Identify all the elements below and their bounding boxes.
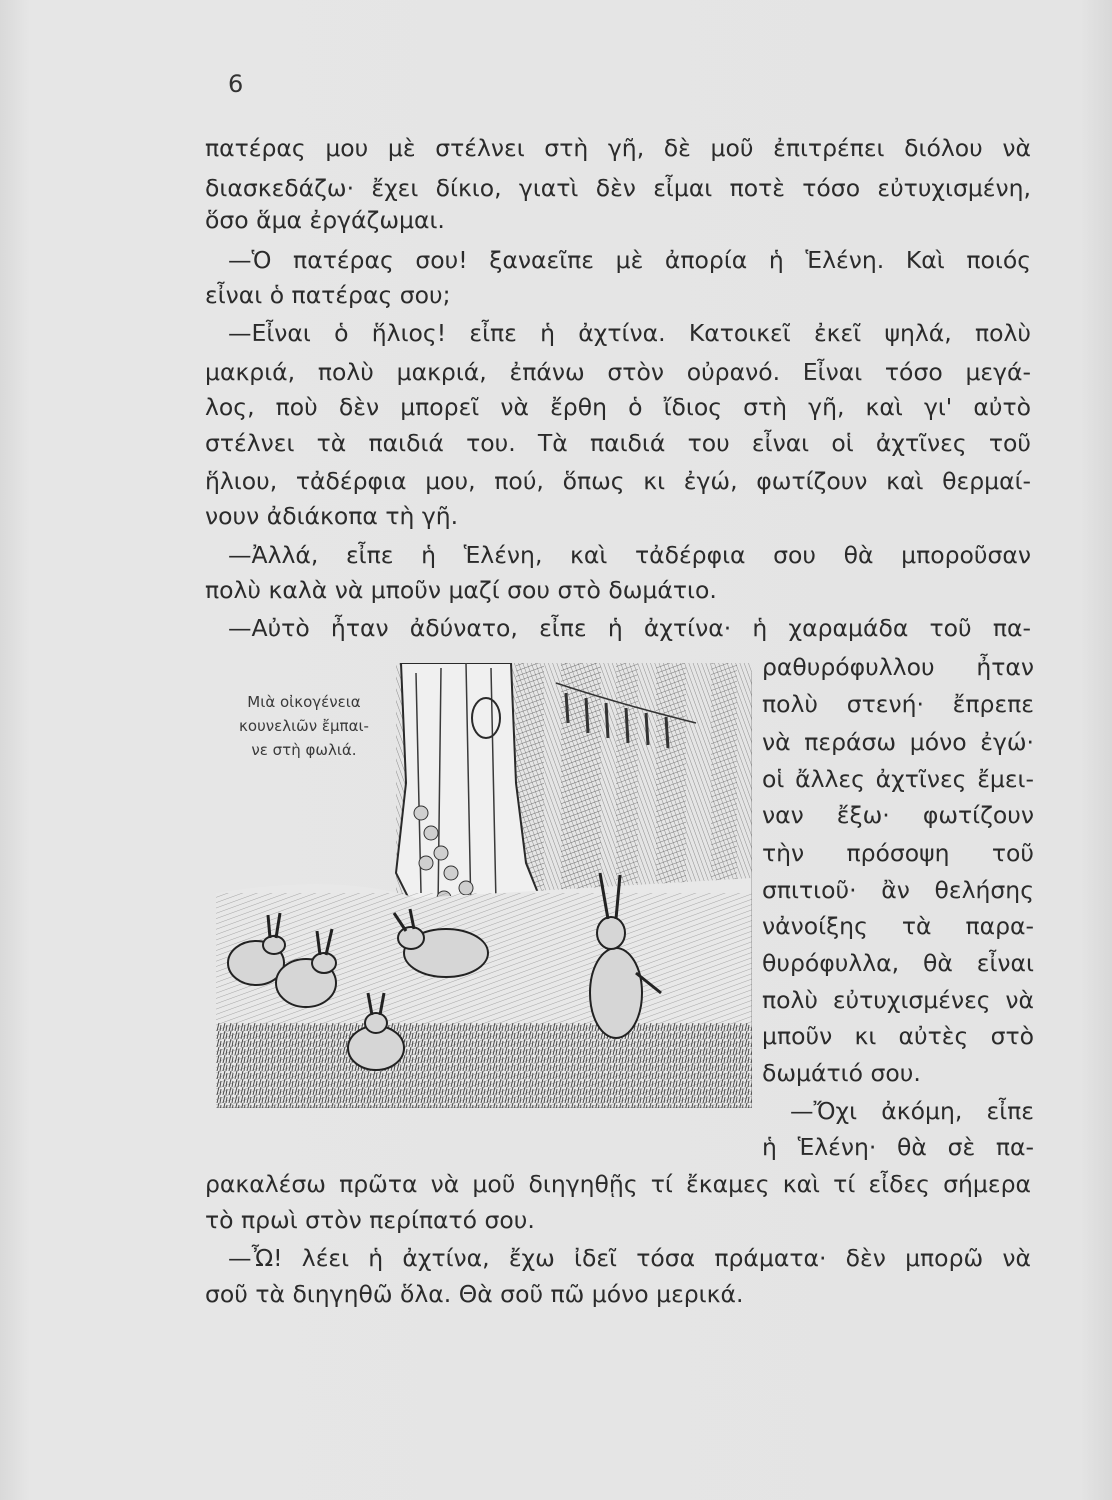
text-line: διασκεδάζω· ἔχει δίκιο, γιατὶ δὲν εἶμαι ποτὲ τόσο εὐτυχισμένη,: [205, 174, 1031, 202]
text-line: λος, ποὺ δὲν μπορεῖ νὰ ἔρθη ὁ ἴδιος στὴ γῆ, καὶ γι' αὐτὸ: [205, 393, 1031, 421]
side-text-line: μποῦν κι αὐτὲς στὸ: [762, 1022, 1034, 1050]
side-text-line: οἱ ἄλλες ἀχτῖνες ἔμει-: [762, 765, 1034, 793]
side-text-line: —Ὄχι ἀκόμη, εἶπε: [790, 1097, 1034, 1125]
side-text-line: δωμάτιό σου.: [762, 1059, 921, 1087]
text-line: ἥλιου, τἀδέρφια μου, πού, ὅπως κι ἐγώ, φωτίζουν καὶ θερμαί-: [205, 467, 1031, 495]
page-number: 6: [228, 70, 244, 98]
text-line: νουν ἀδιάκοπα τὴ γῆ.: [205, 502, 459, 530]
side-text-line: τὴν πρόσοψη τοῦ: [762, 839, 1034, 867]
text-line: —Ἀλλά, εἶπε ἡ Ἑλένη, καὶ τἀδέρφια σου θὰ μποροῦσαν: [228, 541, 1031, 569]
caption-line: κουνελιῶν ἔμπαι-: [239, 717, 369, 735]
caption-line: νε στὴ φωλιά.: [251, 741, 357, 759]
text-line: —Ὦ! λέει ἡ ἀχτίνα, ἔχω ἰδεῖ τόσα πράματα· δὲν μπορῶ νὰ: [228, 1244, 1031, 1272]
text-line: μακριά, πολὺ μακριά, ἐπάνω στὸν οὐρανό. Εἶναι τόσο μεγά-: [205, 358, 1031, 386]
side-text-line: σπιτιοῦ· ἂν θελήσης: [762, 876, 1034, 904]
text-line: στέλνει τὰ παιδιά του. Τὰ παιδιά του εἶναι οἱ ἀχτῖνες τοῦ: [205, 429, 1031, 457]
side-text-line: θυρόφυλλα, θὰ εἶναι: [762, 949, 1034, 977]
side-text-line: νἀνοίξης τὰ παρα-: [762, 912, 1034, 940]
text-line: πολὺ καλὰ νὰ μποῦν μαζί σου στὸ δωμάτιο.: [205, 576, 717, 604]
side-text-line: νὰ περάσω μόνο ἐγώ·: [762, 728, 1034, 756]
text-line: πατέρας μου μὲ στέλνει στὴ γῆ, δὲ μοῦ ἐπιτρέπει διόλου νὰ: [205, 134, 1031, 162]
side-text-line: πολὺ στενή· ἔπρεπε: [762, 690, 1034, 718]
text-line: —Εἶναι ὁ ἥλιος! εἶπε ἡ ἀχτίνα. Κατοικεῖ ἐκεῖ ψηλά, πολὺ: [228, 319, 1031, 347]
side-text-line: ραθυρόφυλλου ἦταν: [762, 653, 1034, 681]
text-line: ὅσο ἅμα ἐργάζωμαι.: [205, 206, 445, 234]
caption-line: Μιὰ οἰκογένεια: [247, 693, 361, 711]
text-line: —Ὁ πατέρας σου! ξαναεῖπε μὲ ἀπορία ἡ Ἑλένη. Καὶ ποιός: [228, 246, 1031, 274]
side-text-line: πολὺ εὐτυχισμένες νὰ: [762, 986, 1034, 1014]
text-line: —Αὐτὸ ἦταν ἀδύνατο, εἶπε ἡ ἀχτίνα· ἡ χαραμάδα τοῦ πα-: [228, 614, 1031, 642]
side-text-line: ἡ Ἑλένη· θὰ σὲ πα-: [762, 1133, 1034, 1161]
text-line: ρακαλέσω πρῶτα νὰ μοῦ διηγηθῇς τί ἔκαμες καὶ τί εἶδες σήμερα: [205, 1170, 1031, 1198]
text-line: τὸ πρωὶ στὸν περίπατό σου.: [205, 1206, 535, 1234]
text-line: σοῦ τὰ διηγηθῶ ὅλα. Θὰ σοῦ πῶ μόνο μερικά.: [205, 1280, 744, 1308]
side-text-line: ναν ἔξω· φωτίζουν: [762, 801, 1034, 829]
text-line: εἶναι ὁ πατέρας σου;: [205, 281, 451, 309]
rabbit-forest-illustration: [216, 663, 752, 1108]
